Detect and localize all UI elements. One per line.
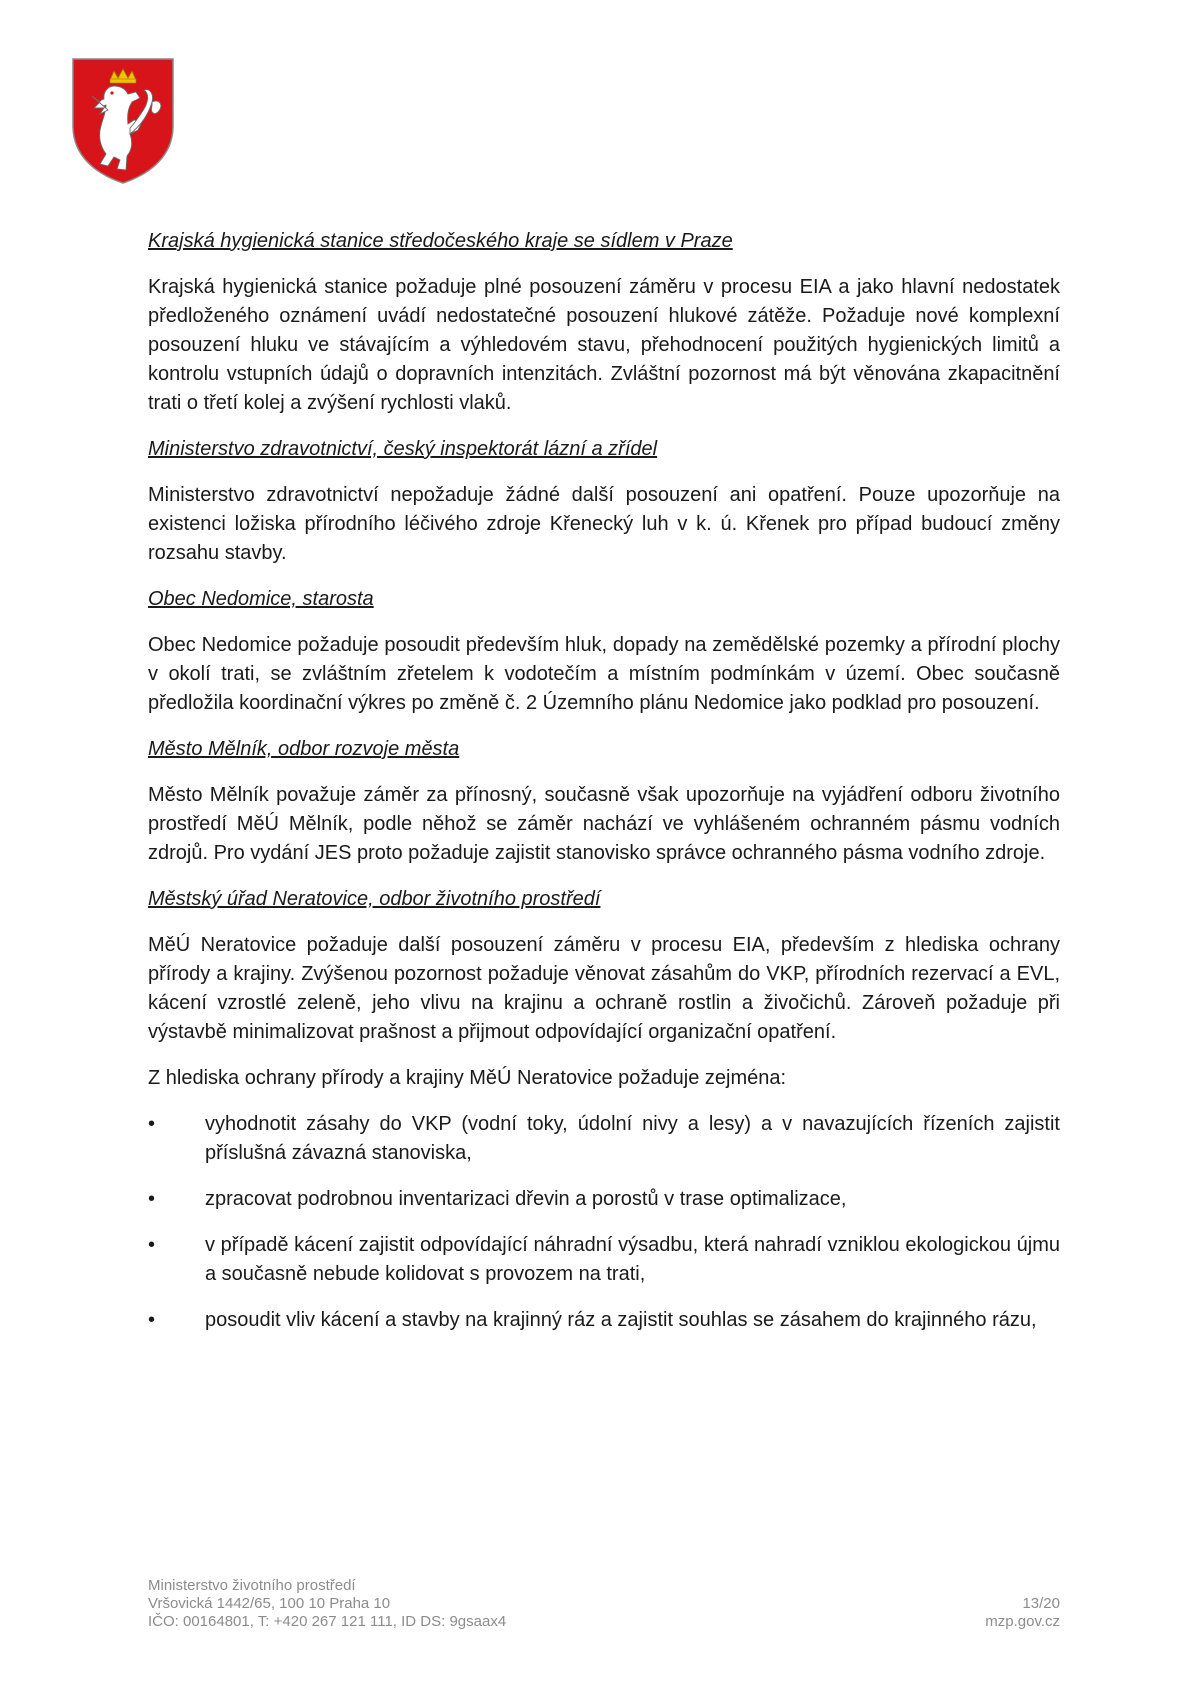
section-paragraph: Ministerstvo zdravotnictví nepožaduje žádné další posouzení ani opatření. Pouze upozorňuje na existenci ložiska přírodního léčivého zdroje Křenecký luh v k. ú. Křenek pro případ budoucí změny rozsahu stavby. bbox=[148, 484, 1060, 564]
bullet-icon: • bbox=[148, 1113, 156, 1135]
section-paragraph: MěÚ Neratovice požaduje další posouzení záměru v procesu EIA, především z hlediska ochrany přírody a krajiny. Zvýšenou pozornost požaduje věnovat zásahům do VKP, přírodních rezervací a EVL, kácení vzrostlé zeleně, jeho vlivu na krajinu a ochraně rostlin a živočichů. Zároveň požaduje při výstavbě minimalizovat prašnost a přijmout odpovídající organizační opatření. bbox=[148, 934, 1060, 1043]
section-neratovice bbox=[148, 885, 1060, 1047]
section-heading: Městský úřad Neratovice, odbor životního prostředí bbox=[148, 888, 601, 910]
requirements-list bbox=[148, 1110, 1060, 1335]
list-item-text: vyhodnotit zásahy do VKP (vodní toky, údolní nivy a lesy) a v navazujících řízeních zajistit příslušná závazná stanoviska, bbox=[205, 1113, 1060, 1164]
list-item-text: v případě kácení zajistit odpovídající náhradní výsadbu, která nahradí vzniklou ekologickou újmu a současně nebude kolidovat s provozem na trati, bbox=[205, 1234, 1060, 1285]
list-item bbox=[148, 1110, 1060, 1168]
section-heading: Obec Nedomice, starosta bbox=[148, 588, 374, 610]
czech-coat-of-arms-icon bbox=[70, 56, 176, 186]
list-item-text: zpracovat podrobnou inventarizaci dřevin a porostů v trase optimalizace, bbox=[205, 1188, 847, 1210]
section-paragraph: Město Mělník považuje záměr za přínosný, současně však upozorňuje na vyjádření odboru životního prostředí MěÚ Mělník, podle něhož se záměr nachází ve vyhlášeném ochranném pásmu vodních zdrojů. Pro vydání JES proto požaduje zajistit stanovisko správce ochranného pásma vodního zdroje. bbox=[148, 784, 1060, 864]
list-item bbox=[148, 1306, 1060, 1335]
page-footer bbox=[148, 1577, 1060, 1631]
section-heading: Krajská hygienická stanice středočeského kraje se sídlem v Praze bbox=[148, 230, 733, 252]
section-melnik bbox=[148, 735, 1060, 868]
section-nedomice bbox=[148, 585, 1060, 718]
footer-org: Ministerstvo životního prostředí bbox=[148, 1577, 356, 1594]
section-mz bbox=[148, 435, 1060, 568]
footer-row-contact bbox=[148, 1613, 1060, 1631]
list-item-text: posoudit vliv kácení a stavby na krajinný ráz a zajistit souhlas se zásahem do krajinného rázu, bbox=[205, 1309, 1037, 1331]
page-number: 13/20 bbox=[1022, 1595, 1060, 1612]
section-heading: Město Mělník, odbor rozvoje města bbox=[148, 738, 460, 760]
section-khs bbox=[148, 227, 1060, 418]
list-item bbox=[148, 1231, 1060, 1289]
footer-row-address bbox=[148, 1595, 1060, 1613]
section-paragraph: Krajská hygienická stanice požaduje plné posouzení záměru v procesu EIA a jako hlavní nedostatek předloženého oznámení uvádí nedostatečné posouzení hlukové zátěže. Požaduje nové komplexní posouzení hluku ve stávajícím a výhledovém stavu, přehodnocení použitých hygienických limitů a kontrolu vstupních údajů o dopravních intenzitách. Zvláštní pozornost má být věnována zkapacitnění trati o třetí kolej a zvýšení rychlosti vlaků. bbox=[148, 276, 1060, 414]
bullet-icon: • bbox=[148, 1309, 156, 1331]
section-heading: Ministerstvo zdravotnictví, český inspektorát lázní a zřídel bbox=[148, 438, 658, 460]
section-paragraph: Obec Nedomice požaduje posoudit především hluk, dopady na zemědělské pozemky a přírodní plochy v okolí trati, se zvláštním zřetelem k vodotečím a místním podmínkám v území. Obec současně předložila koordinační výkres po změně č. 2 Územního plánu Nedomice jako podklad pro posouzení. bbox=[148, 634, 1060, 714]
footer-web: mzp.gov.cz bbox=[985, 1613, 1060, 1630]
requirements-intro: Z hlediska ochrany přírody a krajiny MěÚ Neratovice požaduje zejména: bbox=[148, 1067, 787, 1089]
footer-contact: IČO: 00164801, T: +420 267 121 111, ID DS: 9gsaax4 bbox=[148, 1613, 507, 1630]
document-body bbox=[148, 227, 1060, 1352]
bullet-icon: • bbox=[148, 1188, 156, 1210]
list-item bbox=[148, 1185, 1060, 1214]
bullet-icon: • bbox=[148, 1234, 156, 1256]
footer-address: Vršovická 1442/65, 100 10 Praha 10 bbox=[148, 1595, 391, 1612]
